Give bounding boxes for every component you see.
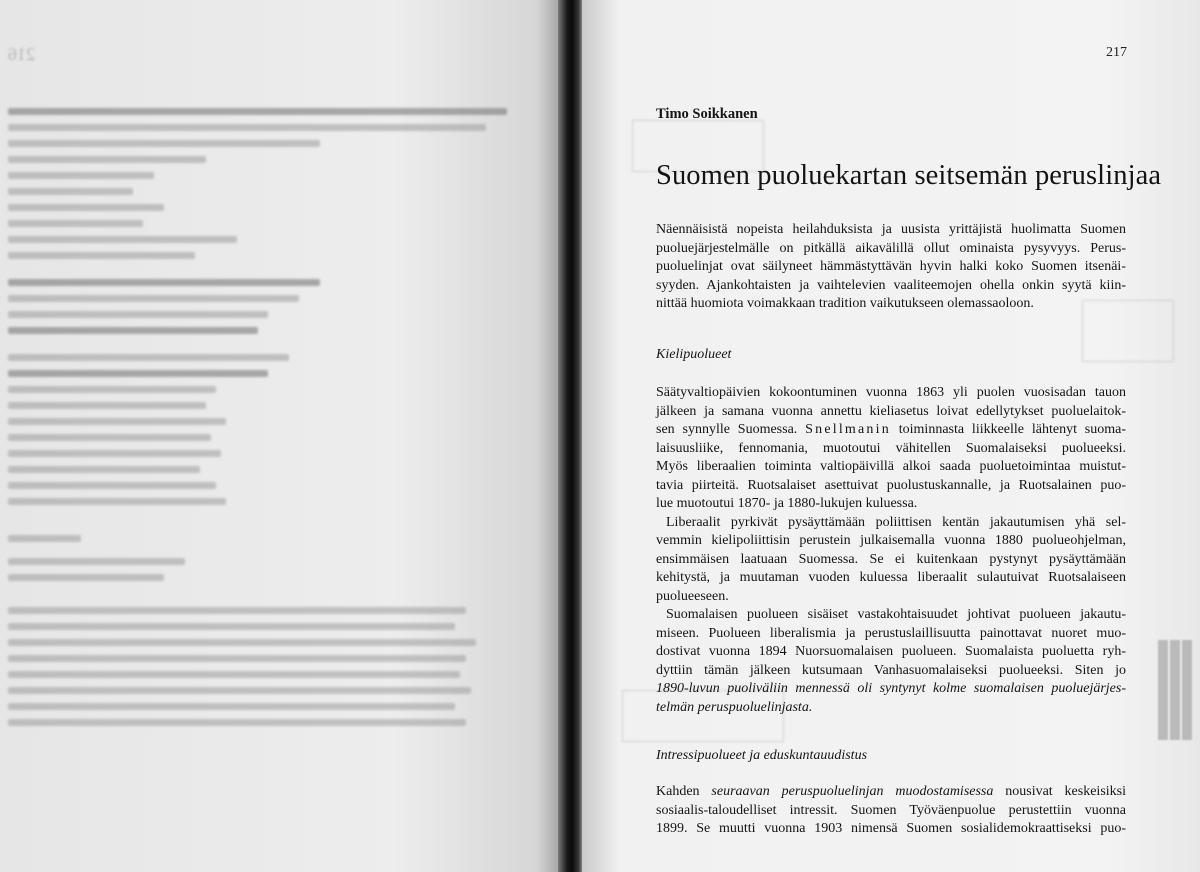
- intro-line: puoluelinjat ovat säilyneet hämmästyttävän hyvin halki koko Suomen itsenäi-: [656, 259, 1126, 274]
- paragraph-line: Suomalaisen puolueen sisäiset vastakohtaisuudet johtivat puolueen jakautu-: [666, 607, 1126, 622]
- paragraph-line: [656, 783, 1126, 802]
- left-page-ghost-text: [8, 108, 528, 735]
- text-run: nousivat keskeisiksi: [1005, 784, 1127, 799]
- paragraph-line: Säätyvaltiopäivien kokoontuminen vuonna 1863 yli puolen vuosisadan tauon: [656, 385, 1126, 400]
- paragraph-line: miseen. Puolueen liberalismia ja perustuslaillisuutta painottavat nuoret muo-: [656, 625, 1126, 641]
- text-run: jo: [1115, 662, 1126, 678]
- paragraph-line: 1890-luvun puoliväliin mennessä oli syntynyt kolme suomalaisen puoluejärjes-: [656, 681, 1126, 696]
- author-name: Timo Soikkanen: [656, 106, 758, 122]
- text-run: Kahden: [656, 784, 700, 799]
- text-run: sen synnylle Suomessa.: [656, 422, 798, 437]
- paragraph-line: kehitystä, ja muutaman vuoden kuluessa liberaalit sulautuivat Ruotsalaiseen: [656, 570, 1126, 585]
- article-title: Suomen puoluekartan seitsemän peruslinjaa: [656, 160, 1162, 191]
- book-gutter: [558, 0, 584, 872]
- paragraph-line: [656, 421, 1126, 440]
- paragraph-line: ensimmäisen laatuaan Suomessa. Se ei kuitenkaan pystynyt pysäyttämään: [656, 551, 1126, 567]
- section-heading: Intressipuolueet ja eduskuntauudistus: [656, 748, 868, 763]
- right-page: [582, 0, 1200, 872]
- paragraph-line: Liberaalit pyrkivät pysäyttämään poliittisen kentän jakautumisen yhä sel-: [666, 514, 1126, 530]
- section-heading: Kielipuolueet: [656, 347, 732, 362]
- showthrough-side-marks: [1158, 640, 1192, 750]
- paragraph-line: 1899. Se muutti vuonna 1903 nimensä Suomen sosialidemokraattiseksi puo-: [656, 821, 1126, 836]
- paragraph-line: lue muotoutui 1870- ja 1880-lukujen kuluessa.: [656, 496, 918, 511]
- left-page: [0, 0, 565, 872]
- paragraph-line: sosiaalis-taloudelliset intressit. Suomen Työväenpuolue perustettiin vuonna: [656, 802, 1126, 818]
- intro-line: syyden. Ajankohtaisten ja vaihtelevien vaaliteemojen ohella onkin syytä kiin-: [656, 277, 1126, 293]
- intro-line: Näennäisistä nopeista heilahduksista ja uusista yrittäjistä huolimatta Suomen: [656, 222, 1126, 237]
- paragraph-line: telmän peruspuoluelinjasta.: [656, 699, 813, 715]
- paragraph-line: dostivat vuonna 1894 Nuorsuomalaisen puolueen. Suomalaista puoluetta ryh-: [656, 644, 1126, 659]
- paragraph-line: laisuusliike, fennomania, muotoutui vähitellen Suomalaiseksi puolueeksi.: [656, 440, 1126, 456]
- paragraph-line: vemmin kielipoliittisin perustein julkaisemalla vuonna 1880 puolueohjelman,: [656, 533, 1126, 548]
- left-page-number: 216: [8, 44, 35, 64]
- text-run: dyttiin tämän jälkeen kutsumaan Vanhasuomalaiseksi puolueeksi. Siten: [656, 662, 1104, 678]
- intro-line: puoluejärjestelmälle on pitkällä aikavälillä ollut ominaista pysyvyys. Perus-: [656, 240, 1126, 256]
- paragraph-line: tavia piirteitä. Ruotsalaiset asettuivat puolustuskannalle, ja Ruotsalainen puo-: [656, 477, 1126, 493]
- paragraph-line: jälkeen ja samana vuonna annettu kieliasetus loivat edellytykset puoluelaitok-: [656, 403, 1126, 419]
- text-run: toiminnasta liikkeelle lähtenyt suoma-: [898, 422, 1127, 437]
- emphasized-text: seuraavan peruspuoluelinjan muodostamisessa: [711, 784, 994, 799]
- page-number: 217: [1106, 45, 1127, 60]
- paragraph-line: Myös liberaalien toiminta valtiopäivillä alkoi saada puoluetoimintaa muistut-: [656, 459, 1126, 474]
- emphasized-name: Snellmanin: [805, 422, 891, 437]
- paragraph-line: puolueeseen.: [656, 588, 729, 604]
- paragraph-line: [656, 662, 1126, 681]
- intro-line: nittää huomiota voimakkaan tradition vaikutukseen olemassaoloon.: [656, 296, 1034, 311]
